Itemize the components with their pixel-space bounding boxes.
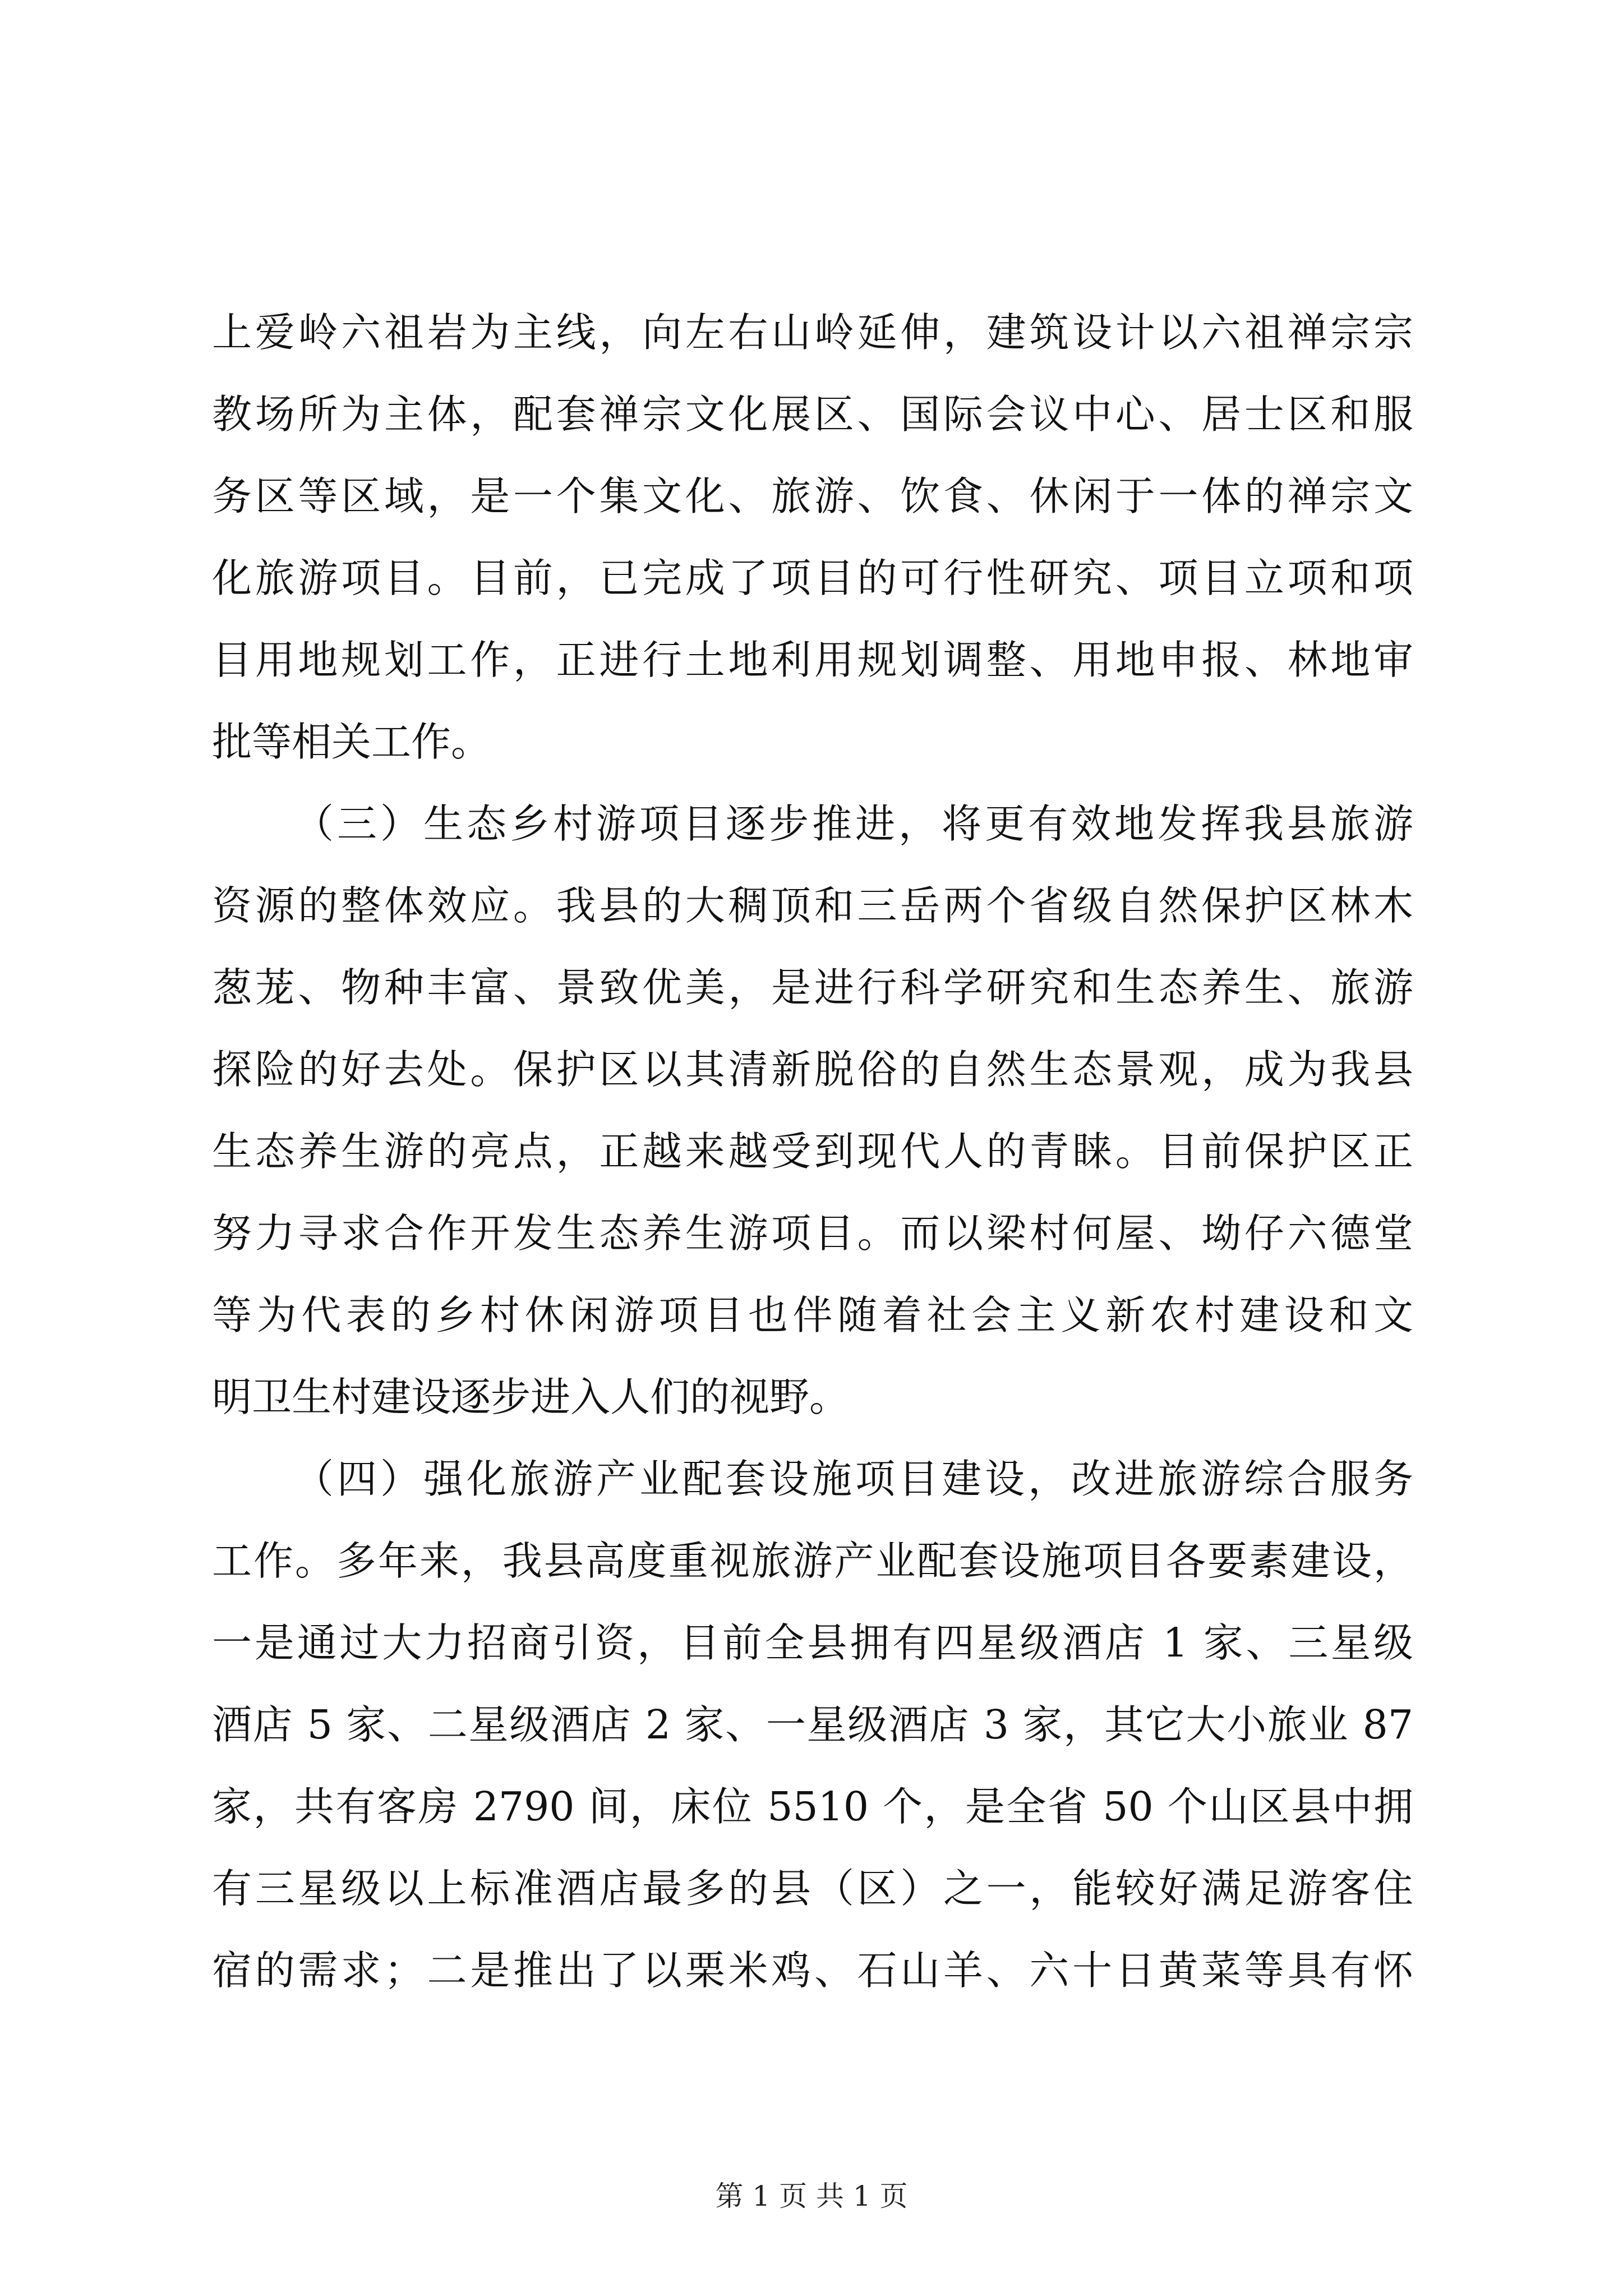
- paragraph-2-line: （三）生态乡村游项目逐步推进，将更有效地发挥我县旅游: [294, 800, 1413, 847]
- paragraph-1-line: 务区等区域，是一个集文化、旅游、饮食、休闲于一体的禅宗文: [212, 473, 1413, 519]
- paragraph-2-line: 资源的整体效应。我县的大稠顶和三岳两个省级自然保护区林木: [212, 882, 1413, 929]
- paragraph-3-line: 家，共有客房 2790 间，床位 5510 个，是全省 50 个山区县中拥: [212, 1783, 1413, 1830]
- paragraph-1-line: 上爱岭六祖岩为主线，向左右山岭延伸，建筑设计以六祖禅宗宗: [212, 309, 1413, 356]
- paragraph-3-line: 一是通过大力招商引资，目前全县拥有四星级酒店 1 家、三星级: [212, 1619, 1413, 1666]
- paragraph-2-line: 努力寻求合作开发生态养生游项目。而以梁村何屋、坳仔六德堂: [212, 1210, 1413, 1257]
- document-body: [212, 292, 1413, 2012]
- paragraph-2-line: 明卫生村建设逐步进入人们的视野。: [212, 1374, 850, 1420]
- paragraph-2-line: 探险的好去处。保护区以其清新脱俗的自然生态景观，成为我县: [212, 1046, 1413, 1093]
- paragraph-1-line: 化旅游项目。目前，已完成了项目的可行性研究、项目立项和项: [212, 555, 1413, 601]
- page-footer: 第 1 页 共 1 页: [715, 2180, 908, 2212]
- paragraph-2-line: 等为代表的乡村休闲游项目也伴随着社会主义新农村建设和文: [212, 1292, 1413, 1338]
- paragraph-2-line: 葱茏、物种丰富、景致优美，是进行科学研究和生态养生、旅游: [212, 964, 1413, 1011]
- paragraph-3-line: 有三星级以上标准酒店最多的县（区）之一，能较好满足游客住: [212, 1865, 1413, 1912]
- paragraph-2-line: 生态养生游的亮点，正越来越受到现代人的青睐。目前保护区正: [212, 1128, 1413, 1175]
- paragraph-1-line: 目用地规划工作，正进行土地利用规划调整、用地申报、林地审: [212, 637, 1413, 683]
- paragraph-1-line: 教场所为主体，配套禅宗文化展区、国际会议中心、居士区和服: [212, 391, 1413, 438]
- paragraph-3-line: 宿的需求；二是推出了以栗米鸡、石山羊、六十日黄菜等具有怀: [212, 1947, 1413, 1994]
- paragraph-1-line: 批等相关工作。: [212, 719, 491, 765]
- paragraph-3-line: 酒店 5 家、二星级酒店 2 家、一星级酒店 3 家，其它大小旅业 87: [212, 1701, 1413, 1748]
- paragraph-3-line: 工作。多年来，我县高度重视旅游产业配套设施项目各要素建设，: [212, 1538, 1413, 1584]
- paragraph-3-line: （四）强化旅游产业配套设施项目建设，改进旅游综合服务: [294, 1456, 1413, 1502]
